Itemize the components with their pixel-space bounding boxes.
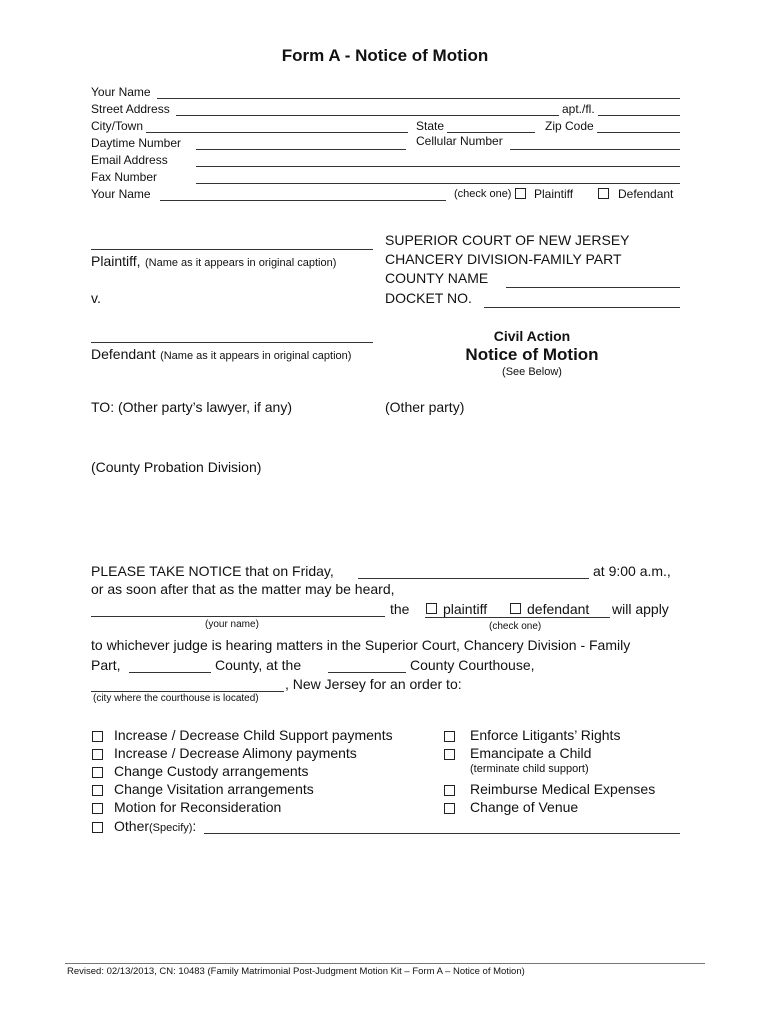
the-text: the bbox=[390, 601, 410, 617]
footer-divider bbox=[65, 963, 705, 964]
zip-code-label: Zip Code bbox=[545, 119, 594, 133]
daytime-number-field[interactable] bbox=[196, 149, 406, 150]
notice-plaintiff-checkbox[interactable] bbox=[426, 603, 437, 614]
other-specify-field[interactable] bbox=[204, 833, 680, 834]
part-text: Part, bbox=[91, 657, 121, 673]
county-courthouse-text: County Courthouse, bbox=[410, 657, 535, 673]
zip-code-field[interactable] bbox=[597, 132, 680, 133]
probation-label: (County Probation Division) bbox=[91, 459, 262, 475]
courthouse-city-field[interactable] bbox=[91, 691, 284, 692]
county-name-label: COUNTY NAME bbox=[385, 270, 489, 286]
option-venue-checkbox[interactable] bbox=[444, 803, 455, 814]
state-field[interactable] bbox=[447, 132, 535, 133]
defendant-caption bbox=[91, 346, 351, 364]
your-name-note: (your name) bbox=[205, 619, 259, 630]
option-child-support-label: Increase / Decrease Child Support payments bbox=[114, 727, 393, 743]
cellular-number-field[interactable] bbox=[510, 149, 680, 150]
court-line-1: SUPERIOR COURT OF NEW JERSEY bbox=[385, 232, 630, 248]
notice-defendant-label: defendant bbox=[527, 601, 590, 617]
check-one-note: (check one) bbox=[489, 621, 542, 632]
courthouse-county-field[interactable] bbox=[328, 672, 406, 673]
cellular-number-label: Cellular Number bbox=[416, 134, 503, 148]
option-enforce-checkbox[interactable] bbox=[444, 731, 455, 742]
state-label: State bbox=[416, 119, 445, 133]
city-town-label: City/Town bbox=[91, 119, 144, 133]
your-name-field[interactable] bbox=[157, 98, 680, 99]
plaintiff-caption-label: Plaintiff, bbox=[91, 253, 141, 269]
option-other-checkbox[interactable] bbox=[92, 822, 103, 833]
apt-label: apt./fl. bbox=[562, 102, 595, 116]
new-jersey-text: , New Jersey for an order to: bbox=[285, 676, 462, 692]
notice-plaintiff-label: plaintiff bbox=[443, 601, 488, 617]
docket-no-label: DOCKET NO. bbox=[385, 290, 472, 306]
applicant-name-field[interactable] bbox=[91, 616, 385, 617]
see-below-note: (See Below) bbox=[502, 366, 562, 378]
option-custody-label: Change Custody arrangements bbox=[114, 763, 309, 779]
terminate-support-note: (terminate child support) bbox=[470, 763, 589, 775]
docket-no-field[interactable] bbox=[484, 307, 680, 308]
form-title: Form A - Notice of Motion bbox=[281, 46, 489, 65]
option-visitation-label: Change Visitation arrangements bbox=[114, 781, 314, 797]
time-text: at 9:00 a.m., bbox=[593, 563, 671, 579]
will-apply-text: will apply bbox=[612, 601, 669, 617]
versus-label: v. bbox=[91, 290, 101, 306]
friday-date-field[interactable] bbox=[358, 578, 589, 579]
city-town-field[interactable] bbox=[146, 132, 408, 133]
option-child-support-checkbox[interactable] bbox=[92, 731, 103, 742]
your-name-2-label: Your Name bbox=[91, 187, 151, 201]
notice-of-motion-title: Notice of Motion bbox=[465, 345, 599, 364]
your-name-label: Your Name bbox=[91, 85, 151, 99]
take-notice-text: PLEASE TAKE NOTICE that on Friday, bbox=[91, 563, 334, 579]
other-specify-note: (Specify) bbox=[149, 822, 193, 834]
plaintiff-caption bbox=[91, 253, 336, 271]
county-name-field[interactable] bbox=[506, 287, 680, 288]
defendant-caption-label: Defendant bbox=[91, 346, 156, 362]
fax-number-label: Fax Number bbox=[91, 170, 158, 184]
option-alimony-checkbox[interactable] bbox=[92, 749, 103, 760]
other-colon: : bbox=[192, 818, 197, 834]
plaintiff-label: Plaintiff bbox=[534, 187, 574, 201]
defendant-checkbox[interactable] bbox=[598, 188, 609, 199]
city-note: (city where the courthouse is located) bbox=[93, 693, 259, 704]
apt-field[interactable] bbox=[598, 115, 680, 116]
option-alimony-label: Increase / Decrease Alimony payments bbox=[114, 745, 357, 761]
daytime-number-label: Daytime Number bbox=[91, 136, 182, 150]
option-enforce-label: Enforce Litigants’ Rights bbox=[470, 727, 621, 743]
option-emancipate-label: Emancipate a Child bbox=[470, 745, 592, 761]
option-reimburse-checkbox[interactable] bbox=[444, 785, 455, 796]
check-one-label: (check one) bbox=[454, 188, 512, 200]
whichever-judge-text: to whichever judge is hearing matters in the Superior Court, Chancery Division - Family bbox=[91, 637, 631, 653]
other-party-label: (Other party) bbox=[385, 399, 465, 415]
street-address-label: Street Address bbox=[91, 102, 170, 116]
civil-action-label: Civil Action bbox=[493, 328, 571, 344]
county-at-the-text: County, at the bbox=[215, 657, 302, 673]
plaintiff-name-field[interactable] bbox=[91, 249, 373, 250]
option-venue-label: Change of Venue bbox=[470, 799, 579, 815]
plaintiff-checkbox[interactable] bbox=[515, 188, 526, 199]
fax-number-field[interactable] bbox=[196, 183, 680, 184]
option-reimburse-label: Reimburse Medical Expenses bbox=[470, 781, 656, 797]
county-field[interactable] bbox=[129, 672, 211, 673]
court-line-2: CHANCERY DIVISION-FAMILY PART bbox=[385, 251, 622, 267]
notice-defendant-checkbox[interactable] bbox=[510, 603, 521, 614]
email-address-label: Email Address bbox=[91, 153, 168, 167]
soon-after-text: or as soon after that as the matter may be heard, bbox=[91, 581, 395, 597]
option-custody-checkbox[interactable] bbox=[92, 767, 103, 778]
footer-revision-text: Revised: 02/13/2013, CN: 10483 (Family Matrimonial Post-Judgment Motion Kit – Form A – Notice of Motion) bbox=[67, 966, 525, 977]
option-reconsideration-checkbox[interactable] bbox=[92, 803, 103, 814]
defendant-name-field[interactable] bbox=[91, 342, 373, 343]
your-name-2-field[interactable] bbox=[160, 200, 446, 201]
option-other-label bbox=[114, 818, 196, 836]
check-one-underline bbox=[425, 617, 610, 618]
option-reconsideration-label: Motion for Reconsideration bbox=[114, 799, 282, 815]
other-label-text: Other bbox=[114, 818, 150, 834]
option-visitation-checkbox[interactable] bbox=[92, 785, 103, 796]
street-address-field[interactable] bbox=[176, 115, 559, 116]
defendant-label: Defendant bbox=[618, 187, 674, 201]
defendant-caption-note: (Name as it appears in original caption) bbox=[160, 350, 352, 362]
email-address-field[interactable] bbox=[196, 166, 680, 167]
option-emancipate-checkbox[interactable] bbox=[444, 749, 455, 760]
to-lawyer-label: TO: (Other party’s lawyer, if any) bbox=[91, 399, 292, 415]
plaintiff-caption-note: (Name as it appears in original caption) bbox=[145, 257, 337, 269]
